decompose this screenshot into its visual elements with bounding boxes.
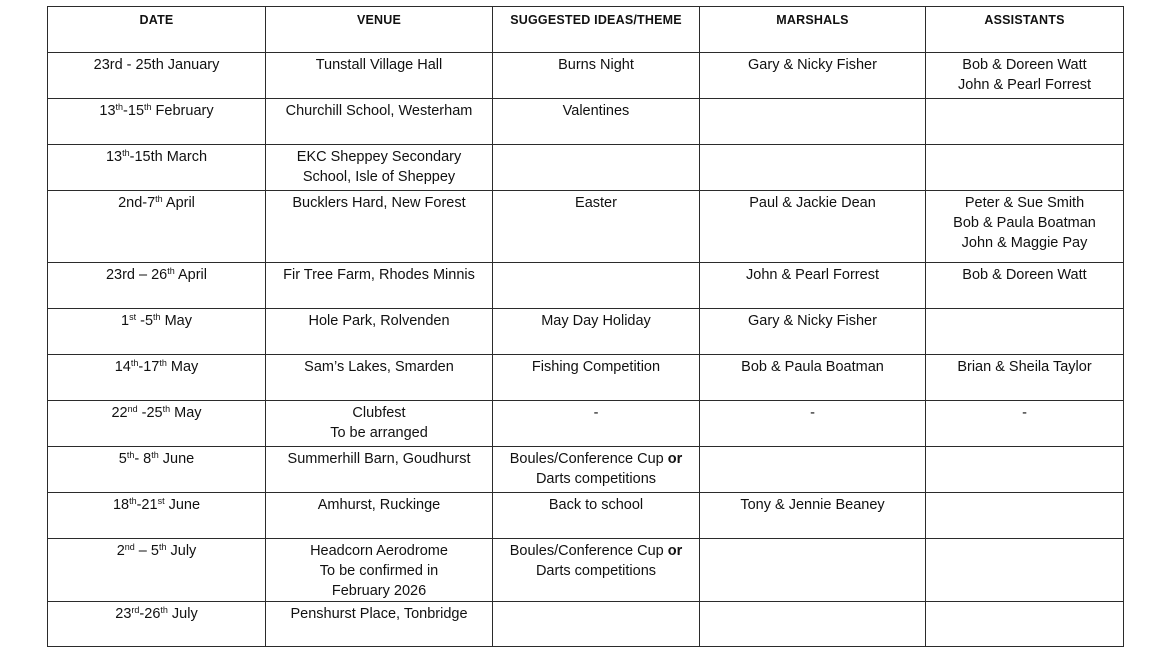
marshals-line: Tony & Jennie Beaney <box>740 497 885 513</box>
theme-line: Boules/Conference Cup or <box>509 543 683 559</box>
date-text: 5th- 8th June <box>118 450 195 467</box>
venue-line: February 2026 <box>331 583 427 599</box>
venue-line: Penshurst Place, Tonbridge <box>290 606 468 622</box>
cell-theme <box>493 401 700 447</box>
cell-date <box>48 99 266 145</box>
cell-theme <box>493 539 700 602</box>
cell-date <box>48 539 266 602</box>
cell-marshals <box>700 602 926 647</box>
cell-venue <box>266 263 493 309</box>
cell-theme <box>493 145 700 191</box>
date-text: 23rd - 25th January <box>93 57 220 73</box>
venue-line: To be arranged <box>330 425 428 441</box>
cell-assistants <box>926 493 1124 539</box>
or-connector: or <box>667 543 683 559</box>
cell-venue <box>266 191 493 263</box>
cell-date <box>48 309 266 355</box>
venue-line: Bucklers Hard, New Forest <box>292 195 466 211</box>
table-row <box>48 191 1124 263</box>
cell-assistants <box>926 602 1124 647</box>
theme-line: Darts competitions <box>535 563 657 579</box>
cell-theme <box>493 355 700 401</box>
date-text: 22nd -25th May <box>111 404 202 421</box>
theme-line: Easter <box>575 195 617 211</box>
cell-theme <box>493 493 700 539</box>
theme-line: Darts competitions <box>535 471 657 487</box>
date-text: 14th-17th May <box>114 358 199 375</box>
table-row <box>48 602 1124 647</box>
theme-line: Boules/Conference Cup or <box>509 451 683 467</box>
theme-line: Back to school <box>548 497 644 513</box>
venue-line: Summerhill Barn, Goudhurst <box>287 451 471 467</box>
cell-assistants <box>926 145 1124 191</box>
cell-venue <box>266 355 493 401</box>
venue-line: Headcorn Aerodrome <box>310 543 448 559</box>
venue-line: To be confirmed in <box>319 563 439 579</box>
cell-venue <box>266 309 493 355</box>
cell-date <box>48 53 266 99</box>
assistants-line: - <box>1022 405 1027 421</box>
cell-date <box>48 493 266 539</box>
cell-assistants <box>926 191 1124 263</box>
cell-theme <box>493 447 700 493</box>
events-schedule-table <box>47 6 1124 647</box>
date-text: 2nd-7th April <box>118 194 195 211</box>
venue-line: Sam’s Lakes, Smarden <box>304 359 454 375</box>
marshals-line: Gary & Nicky Fisher <box>748 57 877 73</box>
cell-theme <box>493 53 700 99</box>
cell-venue <box>266 53 493 99</box>
cell-date <box>48 145 266 191</box>
cell-marshals <box>700 401 926 447</box>
cell-venue <box>266 145 493 191</box>
cell-assistants <box>926 401 1124 447</box>
cell-date <box>48 602 266 647</box>
cell-marshals <box>700 53 926 99</box>
column-header-theme: SUGGESTED IDEAS/THEME <box>493 7 700 53</box>
cell-assistants <box>926 263 1124 309</box>
cell-assistants <box>926 447 1124 493</box>
assistants-line: Peter & Sue Smith <box>964 195 1085 211</box>
cell-assistants <box>926 309 1124 355</box>
cell-venue <box>266 539 493 602</box>
venue-line: Hole Park, Rolvenden <box>308 313 450 329</box>
cell-marshals <box>700 447 926 493</box>
table-row <box>48 309 1124 355</box>
cell-venue <box>266 447 493 493</box>
date-text: 13th-15th March <box>105 148 208 165</box>
or-connector: or <box>667 451 683 467</box>
cell-date <box>48 447 266 493</box>
table-body <box>48 53 1124 647</box>
theme-line: May Day Holiday <box>541 313 651 329</box>
column-header-date: DATE <box>48 7 266 53</box>
cell-theme <box>493 99 700 145</box>
date-text: 18th-21st June <box>112 496 201 513</box>
cell-assistants <box>926 53 1124 99</box>
marshals-line: Gary & Nicky Fisher <box>748 313 877 329</box>
date-text: 13th-15th February <box>99 102 214 119</box>
column-header-venue: VENUE <box>266 7 493 53</box>
date-text: 1st -5th May <box>121 312 192 329</box>
table-row <box>48 53 1124 99</box>
date-text: 23rd – 26th April <box>105 266 208 283</box>
cell-marshals <box>700 263 926 309</box>
cell-venue <box>266 401 493 447</box>
table-row <box>48 99 1124 145</box>
table-header-row <box>48 7 1124 53</box>
cell-assistants <box>926 99 1124 145</box>
date-text: 2nd – 5th July <box>116 542 197 559</box>
column-header-assistants: ASSISTANTS <box>926 7 1124 53</box>
cell-venue <box>266 493 493 539</box>
assistants-line: Bob & Doreen Watt <box>962 57 1087 73</box>
cell-date <box>48 191 266 263</box>
assistants-line: John & Pearl Forrest <box>958 77 1091 93</box>
table-row <box>48 539 1124 602</box>
venue-line: EKC Sheppey Secondary <box>296 149 462 165</box>
cell-marshals <box>700 493 926 539</box>
cell-assistants <box>926 355 1124 401</box>
assistants-line: John & Maggie Pay <box>961 235 1088 251</box>
cell-date <box>48 401 266 447</box>
marshals-line: - <box>810 405 815 421</box>
cell-date <box>48 263 266 309</box>
table-row <box>48 493 1124 539</box>
venue-line: Churchill School, Westerham <box>285 103 473 119</box>
cell-marshals <box>700 145 926 191</box>
theme-line: Valentines <box>562 103 630 119</box>
theme-line: Burns Night <box>558 57 634 73</box>
cell-marshals <box>700 355 926 401</box>
table-row <box>48 355 1124 401</box>
cell-theme <box>493 602 700 647</box>
theme-line: - <box>593 405 599 421</box>
theme-line: Fishing Competition <box>531 359 661 375</box>
cell-date <box>48 355 266 401</box>
assistants-line: Bob & Doreen Watt <box>962 267 1087 283</box>
date-text: 23rd-26th July <box>115 605 198 622</box>
venue-line: School, Isle of Sheppey <box>302 169 456 185</box>
cell-marshals <box>700 539 926 602</box>
venue-line: Amhurst, Ruckinge <box>317 497 441 513</box>
table-row <box>48 401 1124 447</box>
assistants-line: Bob & Paula Boatman <box>953 215 1096 231</box>
column-header-marshals: MARSHALS <box>700 7 926 53</box>
marshals-line: John & Pearl Forrest <box>746 267 879 283</box>
table-row <box>48 263 1124 309</box>
cell-marshals <box>700 191 926 263</box>
cell-venue <box>266 99 493 145</box>
venue-line: Clubfest <box>352 405 406 421</box>
cell-marshals <box>700 309 926 355</box>
table-row <box>48 145 1124 191</box>
table-row <box>48 447 1124 493</box>
marshals-line: Bob & Paula Boatman <box>741 359 884 375</box>
cell-theme <box>493 263 700 309</box>
cell-theme <box>493 191 700 263</box>
cell-assistants <box>926 539 1124 602</box>
venue-line: Fir Tree Farm, Rhodes Minnis <box>283 267 475 283</box>
venue-line: Tunstall Village Hall <box>315 57 443 73</box>
assistants-line: Brian & Sheila Taylor <box>957 359 1092 375</box>
cell-venue <box>266 602 493 647</box>
marshals-line: Paul & Jackie Dean <box>749 195 876 211</box>
cell-marshals <box>700 99 926 145</box>
cell-theme <box>493 309 700 355</box>
